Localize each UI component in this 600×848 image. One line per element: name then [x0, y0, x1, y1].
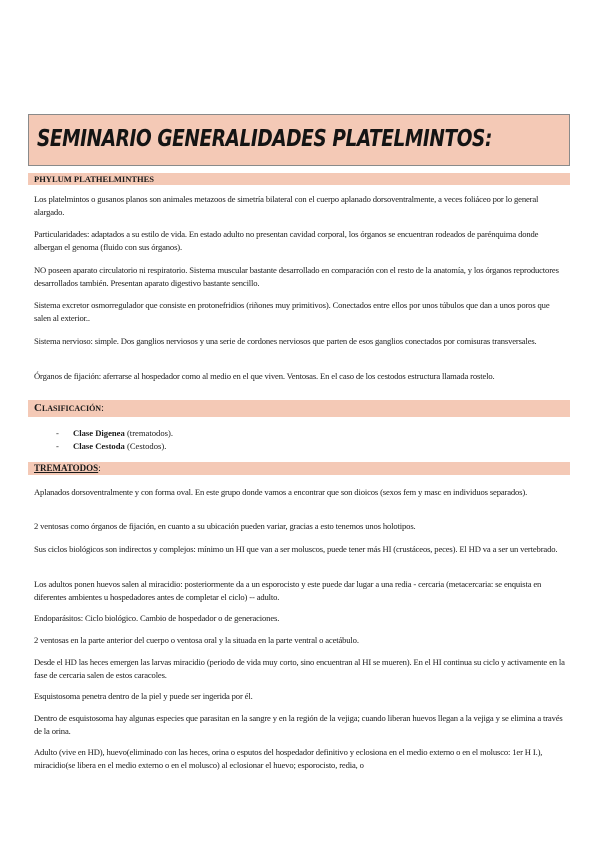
trematodos-paragraph: Endoparásitos: Ciclo biológico. Cambio de hospedador o de generaciones.	[34, 613, 280, 623]
intro-paragraph: Sistema excretor osmorregulador que consiste en protonefridios (riñones muy primitivos). Conectados entre ellos por unos túbulos que dan a unos poros que salen al exterior..	[34, 300, 550, 323]
trematodos-paragraph: Esquistosoma penetra dentro de la piel y puede ser ingerida por él.	[34, 691, 253, 701]
list-item	[56, 440, 173, 453]
intro-paragraph: Los platelmintos o gusanos planos son animales metazoos de simetría bilateral con el cuerpo aplanado dorsoventralmente, a veces foliáceo por lo general alargado.	[34, 194, 539, 217]
clasificacion-heading	[28, 400, 570, 417]
trematodos-paragraph: Sus ciclos biológicos son indirectos y complejos: mínimo un HI que van a ser moluscos, puede tener más HI (crustáceos, peces). El HD va a ser un vertebrado.	[34, 544, 558, 554]
list-item	[56, 427, 173, 440]
intro-paragraph: Órganos de fijación: aferrarse al hospedador como al medio en el que viven. Ventosas. En el caso de los cestodos estructura llamada rostelo.	[34, 371, 495, 381]
trematodos-heading	[28, 462, 570, 475]
clasificacion-heading-colon: :	[101, 403, 104, 414]
title-box	[28, 114, 570, 166]
trematodos-paragraph: Desde el HD las heces emergen las larvas miracidio (periodo de vida muy corto, sino encuentran al HI se mueren). En el HI continua su ciclo y activamente en la fase de cercaria salen de estos caracoles.	[34, 657, 565, 680]
class-note: (Cestodos).	[124, 441, 167, 451]
class-note: (trematodos).	[124, 428, 174, 438]
trematodos-paragraph: Aplanados dorsoventralmente y con forma oval. En este grupo donde vamos a encontrar que son dioicos (sexos fem y masc en individuos separados).	[34, 487, 528, 497]
page-title: SEMINARIO GENERALIDADES PLATELMINTOS:	[37, 126, 492, 153]
trematodos-heading-colon: :	[98, 463, 101, 473]
intro-paragraph: NO poseen aparato circulatorio ni respiratorio. Sistema muscular bastante desarrollado en comparación con el resto de la anatomía, y los órganos reproductores desarrollados también. Presentan aparato digestivo bastante sencillo.	[34, 265, 559, 288]
class-name: Clase Cestoda	[73, 441, 125, 451]
trematodos-paragraph: 2 ventosas en la parte anterior del cuerpo o ventosa oral y la situada en la parte ventral o acetábulo.	[34, 635, 359, 645]
clasificacion-list	[56, 427, 173, 453]
trematodos-paragraph: Adulto (vive en HD), huevo(eliminado con las heces, orina o esputos del hospedador definitivo y eclosiona en el medio externo o en el molusco: 1er H I.), miracidio(se libera en el medio externo o en el molusco) al eclosionar el huevo; esporocisto, redia, o	[34, 747, 543, 770]
phylum-heading	[28, 173, 570, 185]
clasificacion-heading-text: Clasificación	[34, 402, 102, 414]
trematodos-heading-text: TREMATODOS	[34, 463, 99, 473]
intro-paragraph: Sistema nervioso: simple. Dos ganglios nerviosos y una serie de cordones nerviosos que parten de esos ganglios conectados por comisuras transversales.	[34, 336, 537, 346]
trematodos-paragraph: 2 ventosas como órganos de fijación, en cuanto a su ubicación pueden variar, gracias a esto tenemos unos holotipos.	[34, 521, 416, 531]
class-name: Clase Digenea	[73, 428, 125, 438]
intro-paragraph: Particularidades: adaptados a su estilo de vida. En estado adulto no presentan cavidad corporal, los órganos se encuentran rodeados de parénquima donde albergan el genoma (fluido con sus órganos).	[34, 229, 539, 252]
list-bullet: -	[56, 428, 59, 438]
list-bullet: -	[56, 441, 59, 451]
trematodos-paragraph: Los adultos ponen huevos salen al miracidio: posteriormente da a un esporocisto y este puede dar lugar a una redia - cercaria (metacercaria: se enquista en diferentes ambientes u hospedadores antes de completar el ciclo) -- adulto.	[34, 579, 542, 602]
trematodos-paragraph: Dentro de esquistosoma hay algunas especies que parasitan en la sangre y en la región de la vejiga; cuando liberan huevos llegan a la vejiga y se elimina a través de la orina.	[34, 713, 563, 736]
phylum-heading-text: PHYLUM PLATHELMINTHES	[34, 174, 155, 184]
